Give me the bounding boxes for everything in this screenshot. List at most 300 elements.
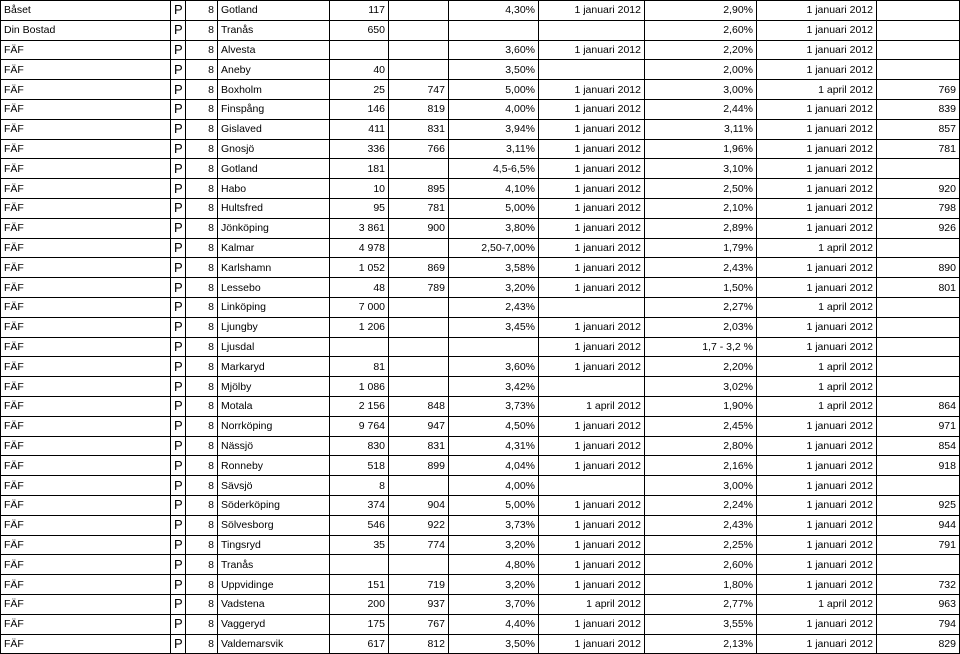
increase2-date-cell: 1 april 2012: [757, 80, 877, 100]
municipality-cell: Nässjö: [218, 436, 330, 456]
new-rent-cell: 944: [877, 515, 960, 535]
count-cell: 95: [330, 198, 389, 218]
type-cell: P: [171, 80, 186, 100]
owner-cell: FÄF: [1, 139, 171, 159]
rent-cell: 831: [389, 119, 449, 139]
table-row: [1, 377, 960, 397]
owner-cell: FÄF: [1, 416, 171, 436]
increase-cell: 3,60%: [449, 357, 539, 377]
municipality-cell: Vadstena: [218, 594, 330, 614]
zone-cell: 8: [186, 396, 218, 416]
zone-cell: 8: [186, 476, 218, 496]
zone-cell: 8: [186, 159, 218, 179]
increase-cell: 3,73%: [449, 515, 539, 535]
municipality-cell: Vaggeryd: [218, 614, 330, 634]
owner-cell: FÄF: [1, 60, 171, 80]
type-cell: P: [171, 20, 186, 40]
rent-cell: 812: [389, 634, 449, 654]
increase-date-cell: 1 januari 2012: [539, 535, 645, 555]
owner-cell: FÄF: [1, 80, 171, 100]
rent-cell: 895: [389, 179, 449, 199]
type-cell: P: [171, 515, 186, 535]
table-body: [1, 1, 960, 654]
table-row: [1, 139, 960, 159]
type-cell: P: [171, 238, 186, 258]
rent-cell: 819: [389, 99, 449, 119]
increase-cell: 3,20%: [449, 575, 539, 595]
count-cell: 1 052: [330, 258, 389, 278]
municipality-cell: Ljusdal: [218, 337, 330, 357]
rent-cell: [389, 297, 449, 317]
count-cell: 117: [330, 1, 389, 21]
increase-date-cell: 1 januari 2012: [539, 278, 645, 298]
count-cell: [330, 337, 389, 357]
new-rent-cell: 963: [877, 594, 960, 614]
zone-cell: 8: [186, 218, 218, 238]
increase-cell: 3,50%: [449, 60, 539, 80]
owner-cell: FÄF: [1, 377, 171, 397]
increase2-cell: 2,27%: [645, 297, 757, 317]
increase-cell: 3,45%: [449, 317, 539, 337]
municipality-cell: Gotland: [218, 1, 330, 21]
municipality-cell: Tranås: [218, 555, 330, 575]
count-cell: 4 978: [330, 238, 389, 258]
increase-date-cell: 1 januari 2012: [539, 258, 645, 278]
type-cell: P: [171, 179, 186, 199]
increase2-cell: 3,02%: [645, 377, 757, 397]
municipality-cell: Kalmar: [218, 238, 330, 258]
new-rent-cell: [877, 476, 960, 496]
increase2-date-cell: 1 januari 2012: [757, 179, 877, 199]
owner-cell: FÄF: [1, 575, 171, 595]
increase-cell: 3,42%: [449, 377, 539, 397]
increase2-cell: 1,50%: [645, 278, 757, 298]
municipality-cell: Aneby: [218, 60, 330, 80]
increase2-date-cell: 1 april 2012: [757, 357, 877, 377]
increase-cell: 3,11%: [449, 139, 539, 159]
owner-cell: FÄF: [1, 515, 171, 535]
new-rent-cell: 864: [877, 396, 960, 416]
type-cell: P: [171, 218, 186, 238]
table-row: [1, 179, 960, 199]
increase2-date-cell: 1 januari 2012: [757, 575, 877, 595]
new-rent-cell: 854: [877, 436, 960, 456]
new-rent-cell: [877, 40, 960, 60]
zone-cell: 8: [186, 317, 218, 337]
increase-cell: 4,30%: [449, 1, 539, 21]
increase-date-cell: 1 januari 2012: [539, 99, 645, 119]
zone-cell: 8: [186, 614, 218, 634]
increase2-date-cell: 1 april 2012: [757, 238, 877, 258]
increase-cell: 5,00%: [449, 198, 539, 218]
count-cell: [330, 555, 389, 575]
increase2-cell: 3,00%: [645, 80, 757, 100]
count-cell: 48: [330, 278, 389, 298]
table-row: [1, 555, 960, 575]
increase2-cell: 2,03%: [645, 317, 757, 337]
increase2-cell: 2,20%: [645, 40, 757, 60]
rent-cell: 719: [389, 575, 449, 595]
owner-cell: FÄF: [1, 357, 171, 377]
increase-date-cell: [539, 297, 645, 317]
count-cell: 8: [330, 476, 389, 496]
count-cell: 35: [330, 535, 389, 555]
increase-cell: 4,00%: [449, 99, 539, 119]
new-rent-cell: [877, 357, 960, 377]
type-cell: P: [171, 575, 186, 595]
rent-cell: 947: [389, 416, 449, 436]
increase-date-cell: 1 januari 2012: [539, 80, 645, 100]
rent-cell: [389, 555, 449, 575]
new-rent-cell: 732: [877, 575, 960, 595]
increase2-date-cell: 1 januari 2012: [757, 476, 877, 496]
owner-cell: FÄF: [1, 436, 171, 456]
type-cell: P: [171, 278, 186, 298]
increase2-cell: 3,00%: [645, 476, 757, 496]
zone-cell: 8: [186, 1, 218, 21]
increase-cell: [449, 20, 539, 40]
type-cell: P: [171, 634, 186, 654]
type-cell: P: [171, 297, 186, 317]
type-cell: P: [171, 1, 186, 21]
increase2-date-cell: 1 januari 2012: [757, 60, 877, 80]
increase-date-cell: 1 januari 2012: [539, 416, 645, 436]
increase2-date-cell: 1 januari 2012: [757, 139, 877, 159]
increase-cell: 5,00%: [449, 80, 539, 100]
owner-cell: FÄF: [1, 535, 171, 555]
count-cell: 2 156: [330, 396, 389, 416]
increase2-cell: 2,90%: [645, 1, 757, 21]
new-rent-cell: [877, 20, 960, 40]
rent-cell: 831: [389, 436, 449, 456]
zone-cell: 8: [186, 535, 218, 555]
increase-date-cell: [539, 476, 645, 496]
zone-cell: 8: [186, 357, 218, 377]
municipality-cell: Uppvidinge: [218, 575, 330, 595]
increase2-cell: 2,50%: [645, 179, 757, 199]
rent-cell: 899: [389, 456, 449, 476]
increase2-cell: 2,00%: [645, 60, 757, 80]
rent-cell: 789: [389, 278, 449, 298]
zone-cell: 8: [186, 416, 218, 436]
type-cell: P: [171, 594, 186, 614]
type-cell: P: [171, 555, 186, 575]
count-cell: 830: [330, 436, 389, 456]
new-rent-cell: 918: [877, 456, 960, 476]
increase-date-cell: 1 januari 2012: [539, 317, 645, 337]
increase-cell: 4,00%: [449, 476, 539, 496]
rent-cell: 900: [389, 218, 449, 238]
type-cell: P: [171, 99, 186, 119]
increase2-cell: 2,60%: [645, 555, 757, 575]
municipality-cell: Ronneby: [218, 456, 330, 476]
type-cell: P: [171, 337, 186, 357]
increase-cell: 3,80%: [449, 218, 539, 238]
table-row: [1, 495, 960, 515]
new-rent-cell: 801: [877, 278, 960, 298]
table-row: [1, 198, 960, 218]
new-rent-cell: 926: [877, 218, 960, 238]
increase2-date-cell: 1 januari 2012: [757, 218, 877, 238]
zone-cell: 8: [186, 495, 218, 515]
rent-cell: [389, 1, 449, 21]
increase-date-cell: [539, 377, 645, 397]
municipality-cell: Linköping: [218, 297, 330, 317]
increase-cell: 3,58%: [449, 258, 539, 278]
owner-cell: FÄF: [1, 594, 171, 614]
increase2-date-cell: 1 januari 2012: [757, 159, 877, 179]
owner-cell: FÄF: [1, 396, 171, 416]
new-rent-cell: [877, 159, 960, 179]
new-rent-cell: [877, 337, 960, 357]
table-row: [1, 396, 960, 416]
rent-cell: 937: [389, 594, 449, 614]
rent-cell: 747: [389, 80, 449, 100]
owner-cell: FÄF: [1, 119, 171, 139]
municipality-cell: Jönköping: [218, 218, 330, 238]
increase2-cell: 2,43%: [645, 258, 757, 278]
increase2-cell: 2,24%: [645, 495, 757, 515]
type-cell: P: [171, 60, 186, 80]
table-row: [1, 357, 960, 377]
type-cell: P: [171, 40, 186, 60]
increase-cell: 3,20%: [449, 535, 539, 555]
count-cell: 10: [330, 179, 389, 199]
owner-cell: FÄF: [1, 614, 171, 634]
municipality-cell: Söderköping: [218, 495, 330, 515]
municipality-cell: Karlshamn: [218, 258, 330, 278]
zone-cell: 8: [186, 278, 218, 298]
type-cell: P: [171, 377, 186, 397]
rent-cell: 774: [389, 535, 449, 555]
municipality-cell: Alvesta: [218, 40, 330, 60]
table-row: [1, 40, 960, 60]
municipality-cell: Gnosjö: [218, 139, 330, 159]
zone-cell: 8: [186, 594, 218, 614]
type-cell: P: [171, 119, 186, 139]
increase2-cell: 2,25%: [645, 535, 757, 555]
municipality-cell: Lessebo: [218, 278, 330, 298]
increase2-date-cell: 1 januari 2012: [757, 317, 877, 337]
table-row: [1, 614, 960, 634]
owner-cell: FÄF: [1, 337, 171, 357]
increase2-cell: 1,96%: [645, 139, 757, 159]
owner-cell: Båset: [1, 1, 171, 21]
increase2-cell: 2,45%: [645, 416, 757, 436]
count-cell: 1 086: [330, 377, 389, 397]
increase-cell: 4,50%: [449, 416, 539, 436]
increase-date-cell: 1 januari 2012: [539, 218, 645, 238]
table-row: [1, 575, 960, 595]
owner-cell: FÄF: [1, 495, 171, 515]
increase2-date-cell: 1 april 2012: [757, 396, 877, 416]
increase2-date-cell: 1 januari 2012: [757, 119, 877, 139]
owner-cell: FÄF: [1, 40, 171, 60]
zone-cell: 8: [186, 575, 218, 595]
table-row: [1, 317, 960, 337]
increase-cell: 3,60%: [449, 40, 539, 60]
increase-date-cell: 1 januari 2012: [539, 575, 645, 595]
table-row: [1, 436, 960, 456]
increase-date-cell: 1 januari 2012: [539, 634, 645, 654]
increase2-cell: 1,90%: [645, 396, 757, 416]
new-rent-cell: 794: [877, 614, 960, 634]
type-cell: P: [171, 456, 186, 476]
zone-cell: 8: [186, 456, 218, 476]
type-cell: P: [171, 139, 186, 159]
type-cell: P: [171, 436, 186, 456]
increase-cell: 4,40%: [449, 614, 539, 634]
type-cell: P: [171, 495, 186, 515]
zone-cell: 8: [186, 40, 218, 60]
zone-cell: 8: [186, 258, 218, 278]
table-row: [1, 634, 960, 654]
owner-cell: Din Bostad: [1, 20, 171, 40]
table-row: [1, 258, 960, 278]
municipality-cell: Hultsfred: [218, 198, 330, 218]
municipality-cell: Motala: [218, 396, 330, 416]
type-cell: P: [171, 396, 186, 416]
zone-cell: 8: [186, 436, 218, 456]
new-rent-cell: 890: [877, 258, 960, 278]
new-rent-cell: 798: [877, 198, 960, 218]
table-row: [1, 476, 960, 496]
owner-cell: FÄF: [1, 634, 171, 654]
table-row: [1, 535, 960, 555]
municipality-cell: Habo: [218, 179, 330, 199]
increase2-cell: 1,7 - 3,2 %: [645, 337, 757, 357]
count-cell: 181: [330, 159, 389, 179]
rent-cell: 767: [389, 614, 449, 634]
count-cell: 7 000: [330, 297, 389, 317]
increase2-date-cell: 1 januari 2012: [757, 634, 877, 654]
table-row: [1, 1, 960, 21]
count-cell: 617: [330, 634, 389, 654]
type-cell: P: [171, 535, 186, 555]
increase2-date-cell: 1 januari 2012: [757, 555, 877, 575]
increase-cell: 3,50%: [449, 634, 539, 654]
rent-cell: [389, 40, 449, 60]
count-cell: 81: [330, 357, 389, 377]
count-cell: 146: [330, 99, 389, 119]
type-cell: P: [171, 159, 186, 179]
rent-cell: 766: [389, 139, 449, 159]
count-cell: 3 861: [330, 218, 389, 238]
increase2-date-cell: 1 januari 2012: [757, 20, 877, 40]
increase2-cell: 3,11%: [645, 119, 757, 139]
increase2-date-cell: 1 januari 2012: [757, 515, 877, 535]
count-cell: 518: [330, 456, 389, 476]
new-rent-cell: [877, 1, 960, 21]
zone-cell: 8: [186, 179, 218, 199]
type-cell: P: [171, 198, 186, 218]
rent-cell: [389, 317, 449, 337]
zone-cell: 8: [186, 515, 218, 535]
owner-cell: FÄF: [1, 238, 171, 258]
new-rent-cell: 925: [877, 495, 960, 515]
increase-date-cell: 1 januari 2012: [539, 456, 645, 476]
increase-date-cell: 1 januari 2012: [539, 238, 645, 258]
increase2-date-cell: 1 januari 2012: [757, 278, 877, 298]
new-rent-cell: 857: [877, 119, 960, 139]
increase-cell: 4,04%: [449, 456, 539, 476]
municipality-cell: Sölvesborg: [218, 515, 330, 535]
increase2-date-cell: 1 april 2012: [757, 594, 877, 614]
count-cell: 650: [330, 20, 389, 40]
increase-date-cell: 1 januari 2012: [539, 139, 645, 159]
increase-cell: 4,31%: [449, 436, 539, 456]
table-row: [1, 416, 960, 436]
table-row: [1, 238, 960, 258]
increase-date-cell: 1 januari 2012: [539, 198, 645, 218]
table-row: [1, 594, 960, 614]
new-rent-cell: [877, 60, 960, 80]
increase2-date-cell: 1 januari 2012: [757, 535, 877, 555]
increase2-date-cell: 1 januari 2012: [757, 258, 877, 278]
municipality-cell: Sävsjö: [218, 476, 330, 496]
increase-date-cell: 1 januari 2012: [539, 40, 645, 60]
increase-cell: 5,00%: [449, 495, 539, 515]
increase2-date-cell: 1 januari 2012: [757, 40, 877, 60]
new-rent-cell: [877, 238, 960, 258]
increase2-date-cell: 1 januari 2012: [757, 416, 877, 436]
type-cell: P: [171, 317, 186, 337]
increase-date-cell: 1 januari 2012: [539, 179, 645, 199]
rent-cell: 922: [389, 515, 449, 535]
increase-date-cell: 1 januari 2012: [539, 495, 645, 515]
type-cell: P: [171, 476, 186, 496]
zone-cell: 8: [186, 377, 218, 397]
zone-cell: 8: [186, 337, 218, 357]
increase-cell: 3,20%: [449, 278, 539, 298]
municipality-cell: Boxholm: [218, 80, 330, 100]
increase2-cell: 2,13%: [645, 634, 757, 654]
owner-cell: FÄF: [1, 198, 171, 218]
increase2-date-cell: 1 januari 2012: [757, 495, 877, 515]
table-row: [1, 80, 960, 100]
new-rent-cell: 971: [877, 416, 960, 436]
rent-cell: [389, 337, 449, 357]
increase-date-cell: 1 januari 2012: [539, 436, 645, 456]
increase-date-cell: 1 januari 2012: [539, 159, 645, 179]
table-row: [1, 99, 960, 119]
increase-cell: 4,80%: [449, 555, 539, 575]
zone-cell: 8: [186, 297, 218, 317]
increase-date-cell: 1 januari 2012: [539, 515, 645, 535]
increase-date-cell: 1 januari 2012: [539, 357, 645, 377]
type-cell: P: [171, 357, 186, 377]
owner-cell: FÄF: [1, 278, 171, 298]
table-row: [1, 278, 960, 298]
increase-date-cell: [539, 60, 645, 80]
increase2-cell: 2,20%: [645, 357, 757, 377]
municipality-cell: Ljungby: [218, 317, 330, 337]
rent-cell: [389, 357, 449, 377]
count-cell: 1 206: [330, 317, 389, 337]
count-cell: 175: [330, 614, 389, 634]
increase2-date-cell: 1 januari 2012: [757, 456, 877, 476]
increase-date-cell: 1 januari 2012: [539, 337, 645, 357]
increase-cell: 2,43%: [449, 297, 539, 317]
increase-date-cell: 1 januari 2012: [539, 555, 645, 575]
increase2-cell: 2,89%: [645, 218, 757, 238]
count-cell: 374: [330, 495, 389, 515]
table-row: [1, 337, 960, 357]
municipality-cell: Gotland: [218, 159, 330, 179]
increase-cell: [449, 337, 539, 357]
rent-cell: [389, 20, 449, 40]
new-rent-cell: [877, 317, 960, 337]
